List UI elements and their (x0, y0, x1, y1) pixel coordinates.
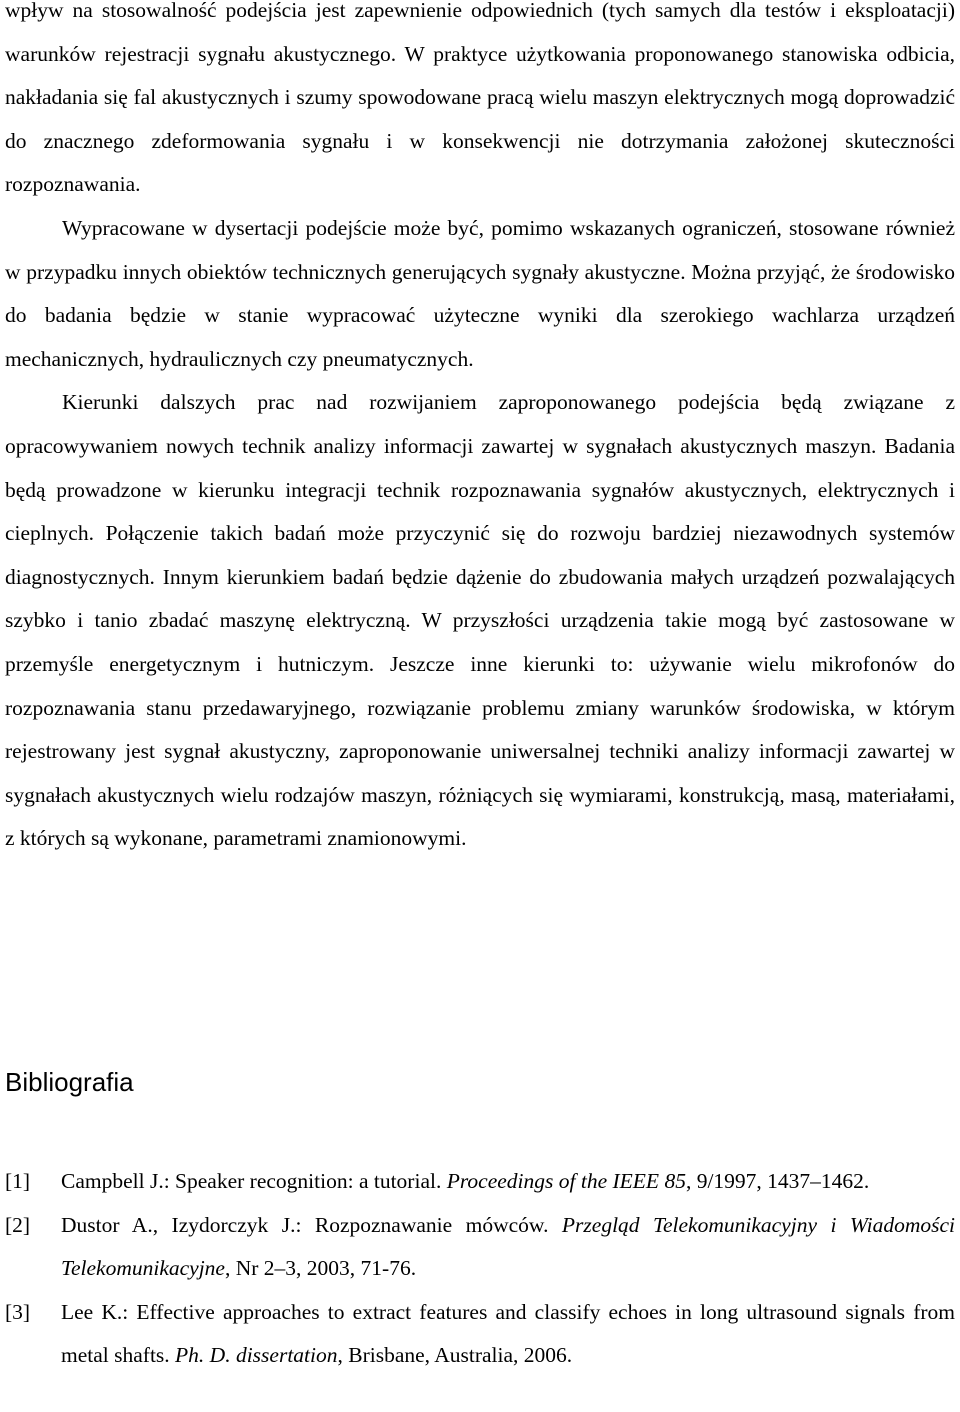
bibliography-entry-text (61, 1204, 955, 1291)
bibliography-entry-number: [3] (5, 1299, 31, 1324)
bibliography-entry-text (61, 1291, 955, 1378)
bibliography-entry-authors: Lee K.: Effective approaches to extract features and classify echoes in long ultrasound signals from metal shafts. (61, 1299, 955, 1368)
bibliography-heading: Bibliografia (5, 1067, 134, 1097)
body-paragraph-3: Kierunki dalszych prac nad rozwijaniem zaproponowanego podejścia będą związane z opracowywaniem nowych technik analizy informacji zawartej w sygnałach akustycznych maszyn. Badania będą prowadzone w kierunku integracji technik rozpoznawania sygnałów akustycznych, elektrycznych i cieplnych. Połączenie takich badań może przyczynić się do rozwoju bardziej niezawodnych systemów diagnostycznych. Innym kierunkiem badań będzie dążenie do zbudowania małych urządzeń pozwalających szybko i tanio zbadać maszynę elektryczną. W przyszłości urządzenia takie mogą być zastosowane w przemyśle energetycznym i hutniczym. Jeszcze inne kierunki to: używanie wielu mikrofonów do rozpoznawania stanu przedawaryjnego, rozwiązanie problemu zmiany warunków środowiska, w którym rejestrowany jest sygnał akustyczny, zaproponowanie uniwersalnej techniki analizy informacji zawartej w sygnałach akustycznych wielu rodzajów maszyn, różniących się wymiarami, konstrukcją, masą, materiałami, z których są wykonane, parametrami znamionowymi. (5, 390, 955, 851)
bibliography-entry-authors: Dustor A., Izydorczyk J.: Rozpoznawanie mówców. (61, 1212, 562, 1237)
bibliography-entry-number: [1] (5, 1169, 31, 1193)
body-paragraph-1: wpływ na stosowalność podejścia jest zapewnienie odpowiednich (tych samych dla testów i eksploatacji) warunków rejestracji sygnału akustycznego. W praktyce użytkowania proponowanego stanowiska odbicia, nakładania się fal akustycznych i szumy spowodowane pracą wielu maszyn elektrycznych mogą doprowadzić do znacznego zdeformowania sygnału i w konsekwencji nie dotrzymania założonej skuteczności rozpoznawania. (5, 0, 955, 197)
bibliography-entry-details: , 9/1997, 1437–1462. (685, 1169, 870, 1193)
document-page (5, 0, 955, 861)
bibliography-entry-1 (5, 1160, 955, 1204)
bibliography-entry-number: [2] (5, 1212, 31, 1237)
bibliography-entry-text (61, 1160, 955, 1204)
bibliography-entry-3 (5, 1291, 955, 1378)
bibliography-entry-venue: Przegląd Telekomunikacyjny i Wiadomości Telekomunikacyjne (61, 1212, 955, 1281)
bibliography-entry-authors: Campbell J.: Speaker recognition: a tutorial. (61, 1169, 447, 1193)
bibliography-entry-2 (5, 1204, 955, 1291)
bibliography-entry-venue: Ph. D. dissertation (175, 1343, 338, 1368)
bibliography-entry-details: , Nr 2–3, 2003, 71-76. (224, 1256, 417, 1281)
bibliography-entry-details: , Brisbane, Australia, 2006. (337, 1343, 573, 1368)
body-paragraph-2: Wypracowane w dysertacji podejście może być, pomimo wskazanych ograniczeń, stosowane również w przypadku innych obiektów technicznych generujących sygnały akustyczne. Można przyjąć, że środowisko do badania będzie w stanie wypracować użyteczne wyniki dla szerokiego wachlarza urządzeń mechanicznych, hydraulicznych czy pneumatycznych. (5, 215, 955, 371)
bibliography-entry-venue: Proceedings of the IEEE 85 (446, 1169, 686, 1193)
bibliography-list (5, 1160, 955, 1378)
